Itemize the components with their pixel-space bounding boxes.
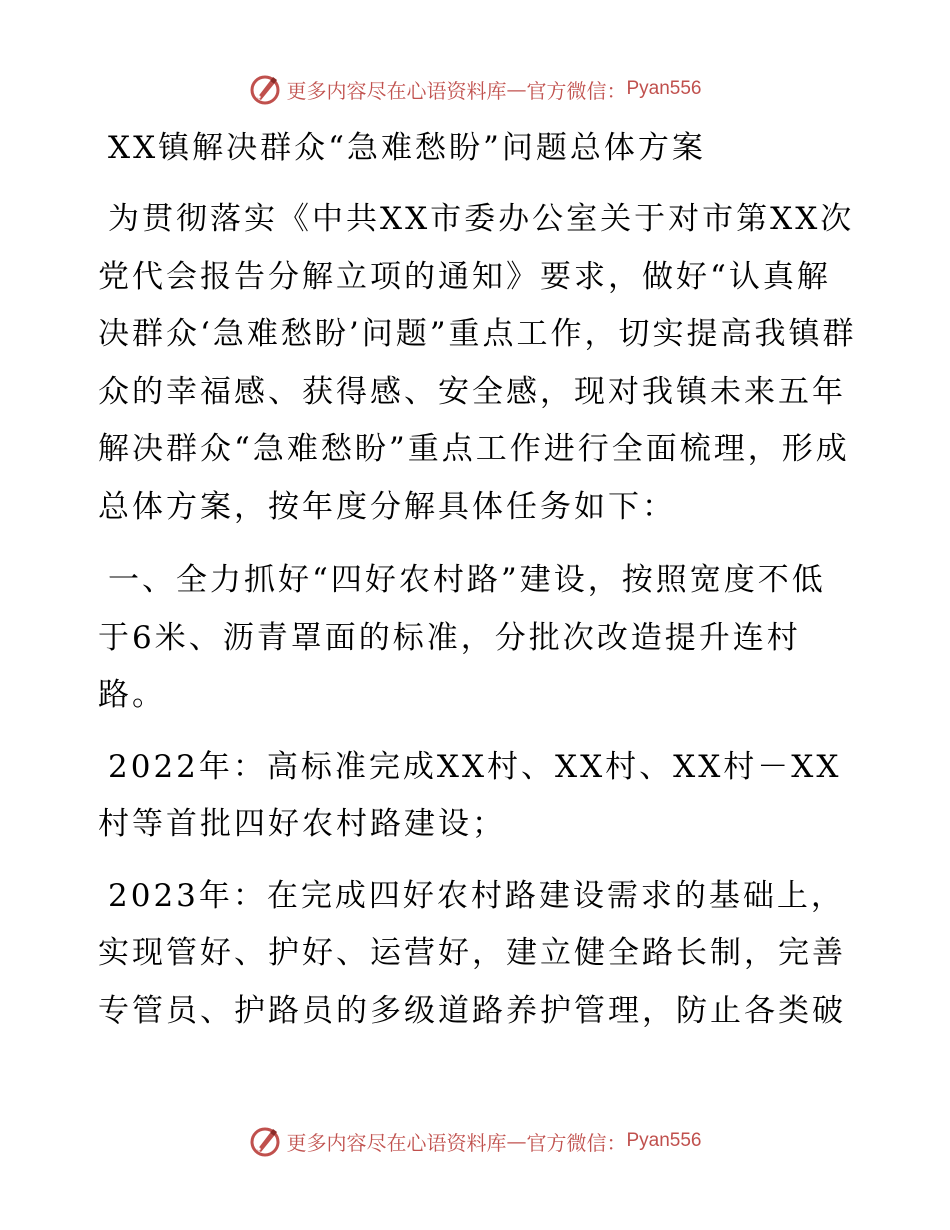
document-body xyxy=(98,120,858,1040)
pen-logo-icon xyxy=(248,72,282,106)
watermark-account-prefix: 官方微信： xyxy=(526,78,627,103)
watermark-text: 更多内容尽在心语资料库 xyxy=(286,78,507,103)
paragraph-2023: 2023年：在完成四好农村路建设需求的基础上，实现管好、护好、运营好，建立健全路长制，完善专管员、护路员的多级道路养护管理，防止各类破 xyxy=(98,877,846,1029)
watermark-account: Pyan556 xyxy=(626,78,702,99)
watermark-dash: — xyxy=(506,77,527,101)
paragraph-intro: 为贯彻落实《中共XX市委办公室关于对市第XX次党代会报告分解立项的通知》要求，做好“认真解决群众‘急难愁盼’问题”重点工作，切实提高我镇群众的幸福感、获得感、安全感，现对我镇未来五年解决群众“急难愁盼”重点工作进行全面梳理，形成总体方案，按年度分解具体任务如下： xyxy=(98,201,857,525)
watermark-text: 更多内容尽在心语资料库 xyxy=(286,1130,507,1155)
watermark-header xyxy=(0,72,950,106)
pen-logo-icon xyxy=(248,1124,282,1158)
watermark-account: Pyan556 xyxy=(626,1130,702,1151)
watermark-footer xyxy=(0,1124,950,1158)
paragraph-section-one: 一、全力抓好“四好农村路”建设，按照宽度不低于6米、沥青罩面的标准，分批次改造提升连村路。 xyxy=(98,562,826,713)
paragraph-2022: 2022年：高标准完成XX村、XX村、XX村－XX村等首批四好农村路建设； xyxy=(98,748,842,842)
document-title: XX镇解决群众“急难愁盼”问题总体方案 xyxy=(108,130,706,166)
watermark-account-prefix: 官方微信： xyxy=(526,1130,627,1155)
watermark-dash: — xyxy=(506,1129,527,1153)
